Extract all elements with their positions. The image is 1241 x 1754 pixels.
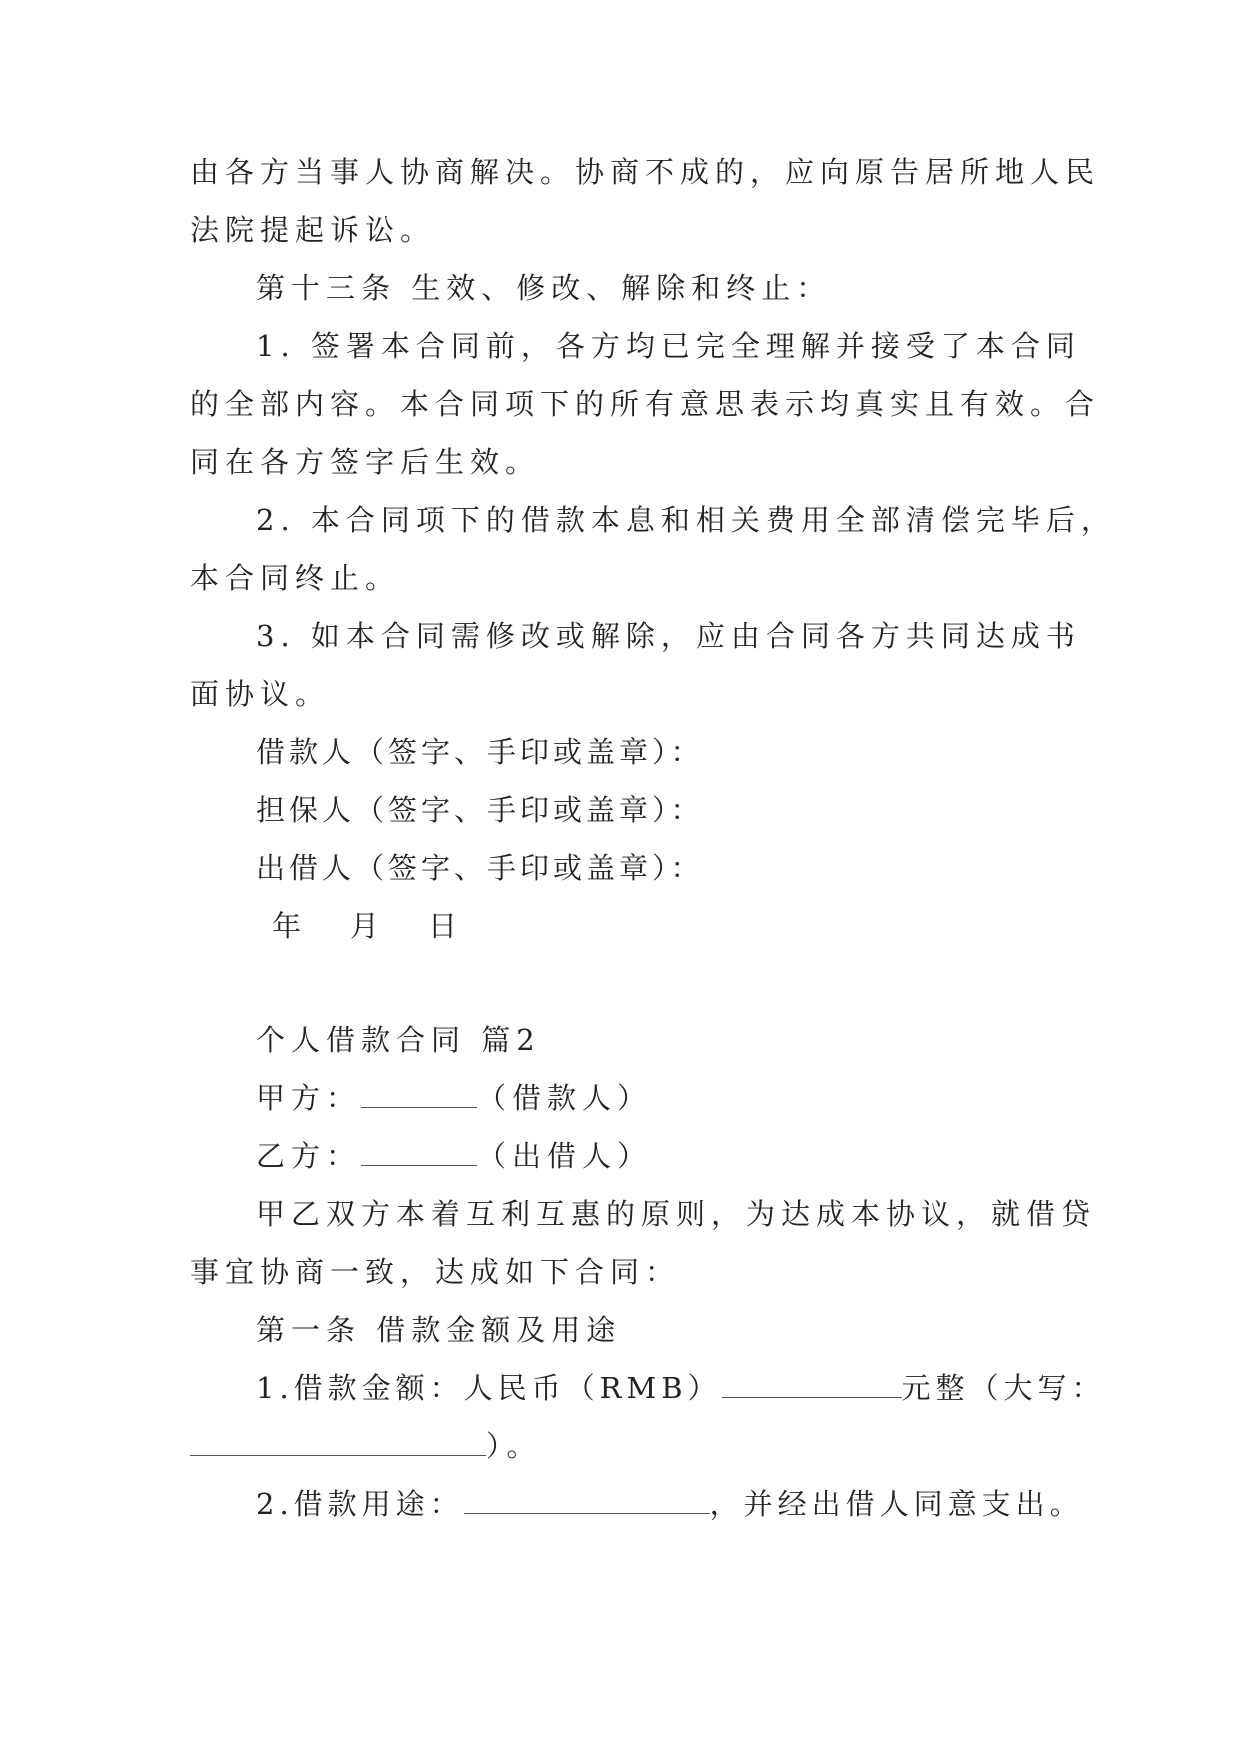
purpose-label: 2.借款用途：	[256, 1487, 464, 1521]
amount-blank	[722, 1371, 902, 1398]
paragraph-line: 的全部内容。本合同项下的所有意思表示均真实且有效。合	[190, 387, 1101, 421]
paragraph-line: 同在各方签字后生效。	[190, 445, 541, 479]
paragraph-line: 2. 本合同项下的借款本息和相关费用全部清偿完毕后，	[256, 503, 1116, 537]
lender-signature-line: 出借人（签字、手印或盖章）：	[256, 851, 704, 885]
paragraph-line: 本合同终止。	[190, 561, 401, 595]
intro-line: 事宜协商一致，达成如下合同：	[190, 1255, 681, 1289]
amount-uppercase-line	[190, 1426, 542, 1466]
amount-label: 1.借款金额：人民币（RMB）	[256, 1371, 722, 1405]
paragraph-line: 面协议。	[190, 677, 331, 711]
party-a-line	[256, 1078, 652, 1118]
amount-close: ）。	[486, 1429, 542, 1463]
purpose-line	[256, 1484, 1084, 1524]
party-b-label: 乙方：	[256, 1139, 362, 1173]
article-1-heading: 第一条 借款金额及用途	[256, 1313, 622, 1347]
party-a-blank	[361, 1081, 477, 1108]
amount-uppercase-blank	[190, 1429, 486, 1456]
party-b-blank	[361, 1139, 477, 1166]
paragraph-line: 由各方当事人协商解决。协商不成的，应向原告居所地人民	[190, 155, 1101, 189]
party-a-role: （借款人）	[477, 1081, 653, 1115]
borrower-signature-line: 借款人（签字、手印或盖章）：	[256, 735, 704, 769]
paragraph-line: 法院提起诉讼。	[190, 213, 436, 247]
amount-suffix: 元整（大写：	[901, 1371, 1106, 1405]
section-title: 个人借款合同 篇2	[256, 1023, 541, 1057]
guarantor-signature-line: 担保人（签字、手印或盖章）：	[256, 793, 704, 827]
purpose-suffix: ，并经出借人同意支出。	[709, 1487, 1084, 1521]
party-a-label: 甲方：	[256, 1081, 362, 1115]
date-line: 年 月 日	[272, 909, 468, 943]
purpose-blank	[464, 1487, 710, 1514]
party-b-role: （出借人）	[477, 1139, 653, 1173]
amount-line	[256, 1368, 1106, 1408]
intro-line: 甲乙双方本着互利互惠的原则，为达成本协议，就借贷	[256, 1197, 1097, 1231]
article-13-heading: 第十三条 生效、修改、解除和终止：	[256, 271, 832, 305]
paragraph-line: 3. 如本合同需修改或解除，应由合同各方共同达成书	[256, 619, 1081, 653]
paragraph-line: 1. 签署本合同前，各方均已完全理解并接受了本合同	[256, 329, 1081, 363]
party-b-line	[256, 1136, 652, 1176]
